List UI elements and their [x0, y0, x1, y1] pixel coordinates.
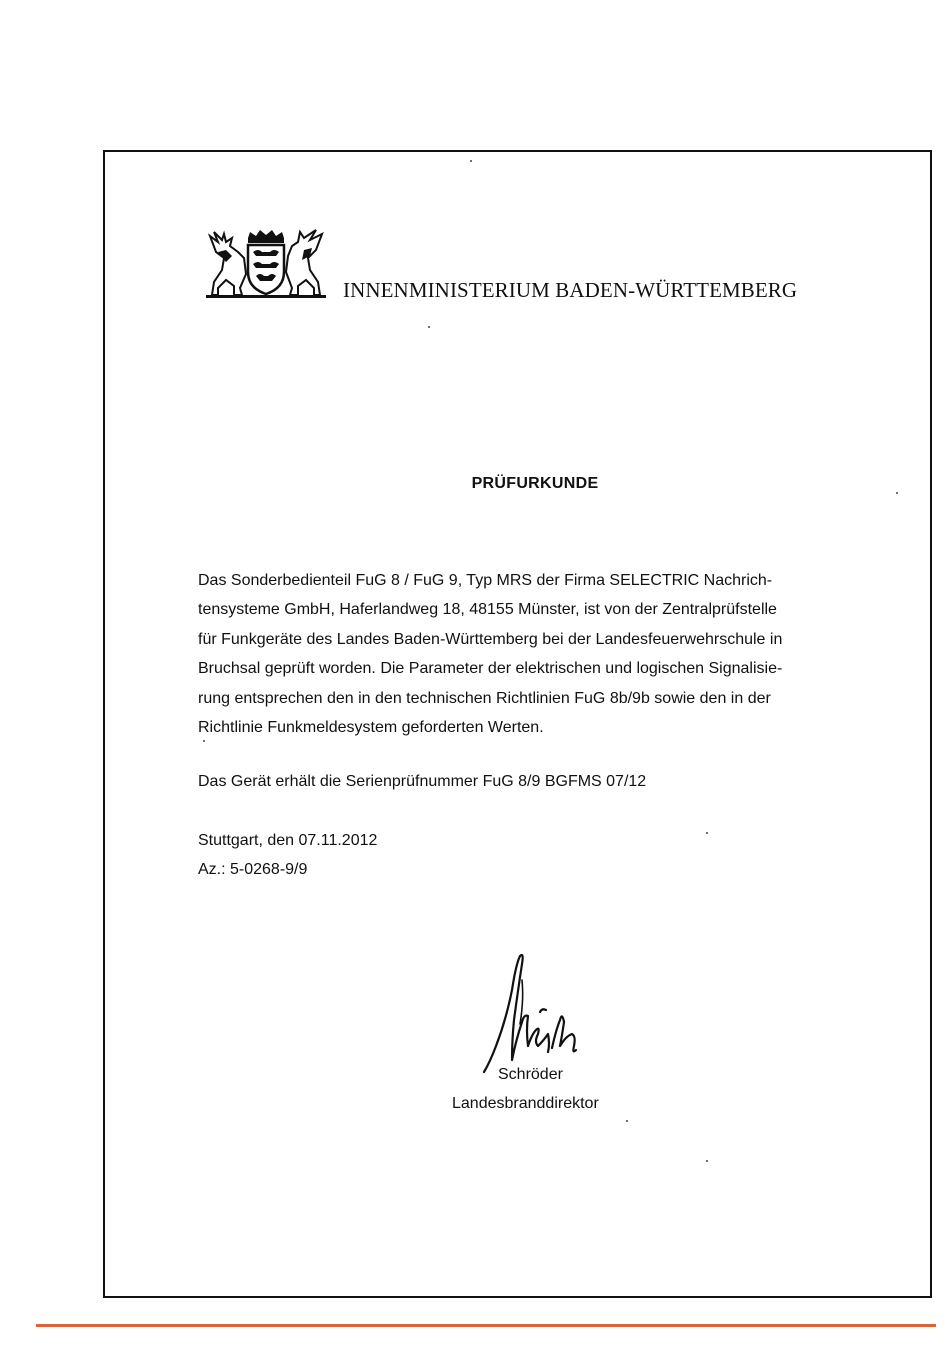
signatory-title: Landesbranddirektor: [452, 1095, 599, 1112]
letterhead: [204, 228, 864, 302]
coat-of-arms-icon: [204, 228, 328, 300]
signatory-name: Schröder: [498, 1066, 563, 1083]
footer-rule: [36, 1324, 936, 1327]
body-line: rung entsprechen den in den technischen Richtlinien FuG 8b/9b sowie den in der: [198, 689, 771, 707]
scan-speck: [428, 326, 430, 328]
body-line: für Funkgeräte des Landes Baden-Württemberg bei der Landesfeuerwehrschule in: [198, 630, 783, 648]
serial-number-statement: Das Gerät erhält die Serienprüfnummer FuG 8/9 BGFMS 07/12: [198, 773, 647, 790]
scan-speck: [626, 1120, 628, 1122]
place-and-date: Stuttgart, den 07.11.2012: [198, 832, 378, 849]
scan-speck: [706, 1160, 708, 1162]
document-title: PRÜFURKUNDE: [471, 475, 599, 492]
scan-speck: [470, 160, 472, 162]
body-line: tensysteme GmbH, Haferlandweg 18, 48155 Münster, ist von der Zentralprüfstelle: [198, 601, 777, 619]
scan-speck: [203, 740, 205, 742]
scan-speck: [896, 492, 898, 494]
handwritten-signature: [476, 950, 596, 1080]
body-line: Bruchsal geprüft worden. Die Parameter der elektrischen und logischen Signalisie-: [198, 660, 783, 678]
body-line: Das Sonderbedienteil FuG 8 / FuG 9, Typ MRS der Firma SELECTRIC Nachrich-: [198, 572, 773, 589]
body-paragraph: [198, 566, 878, 742]
body-line: Richtlinie Funkmeldesystem geforderten Werten.: [198, 719, 544, 737]
ministry-name: INNENMINISTERIUM BADEN-WÜRTTEMBERG: [343, 278, 798, 302]
scan-speck: [706, 832, 708, 834]
reference-number: Az.: 5-0268-9/9: [198, 861, 308, 878]
